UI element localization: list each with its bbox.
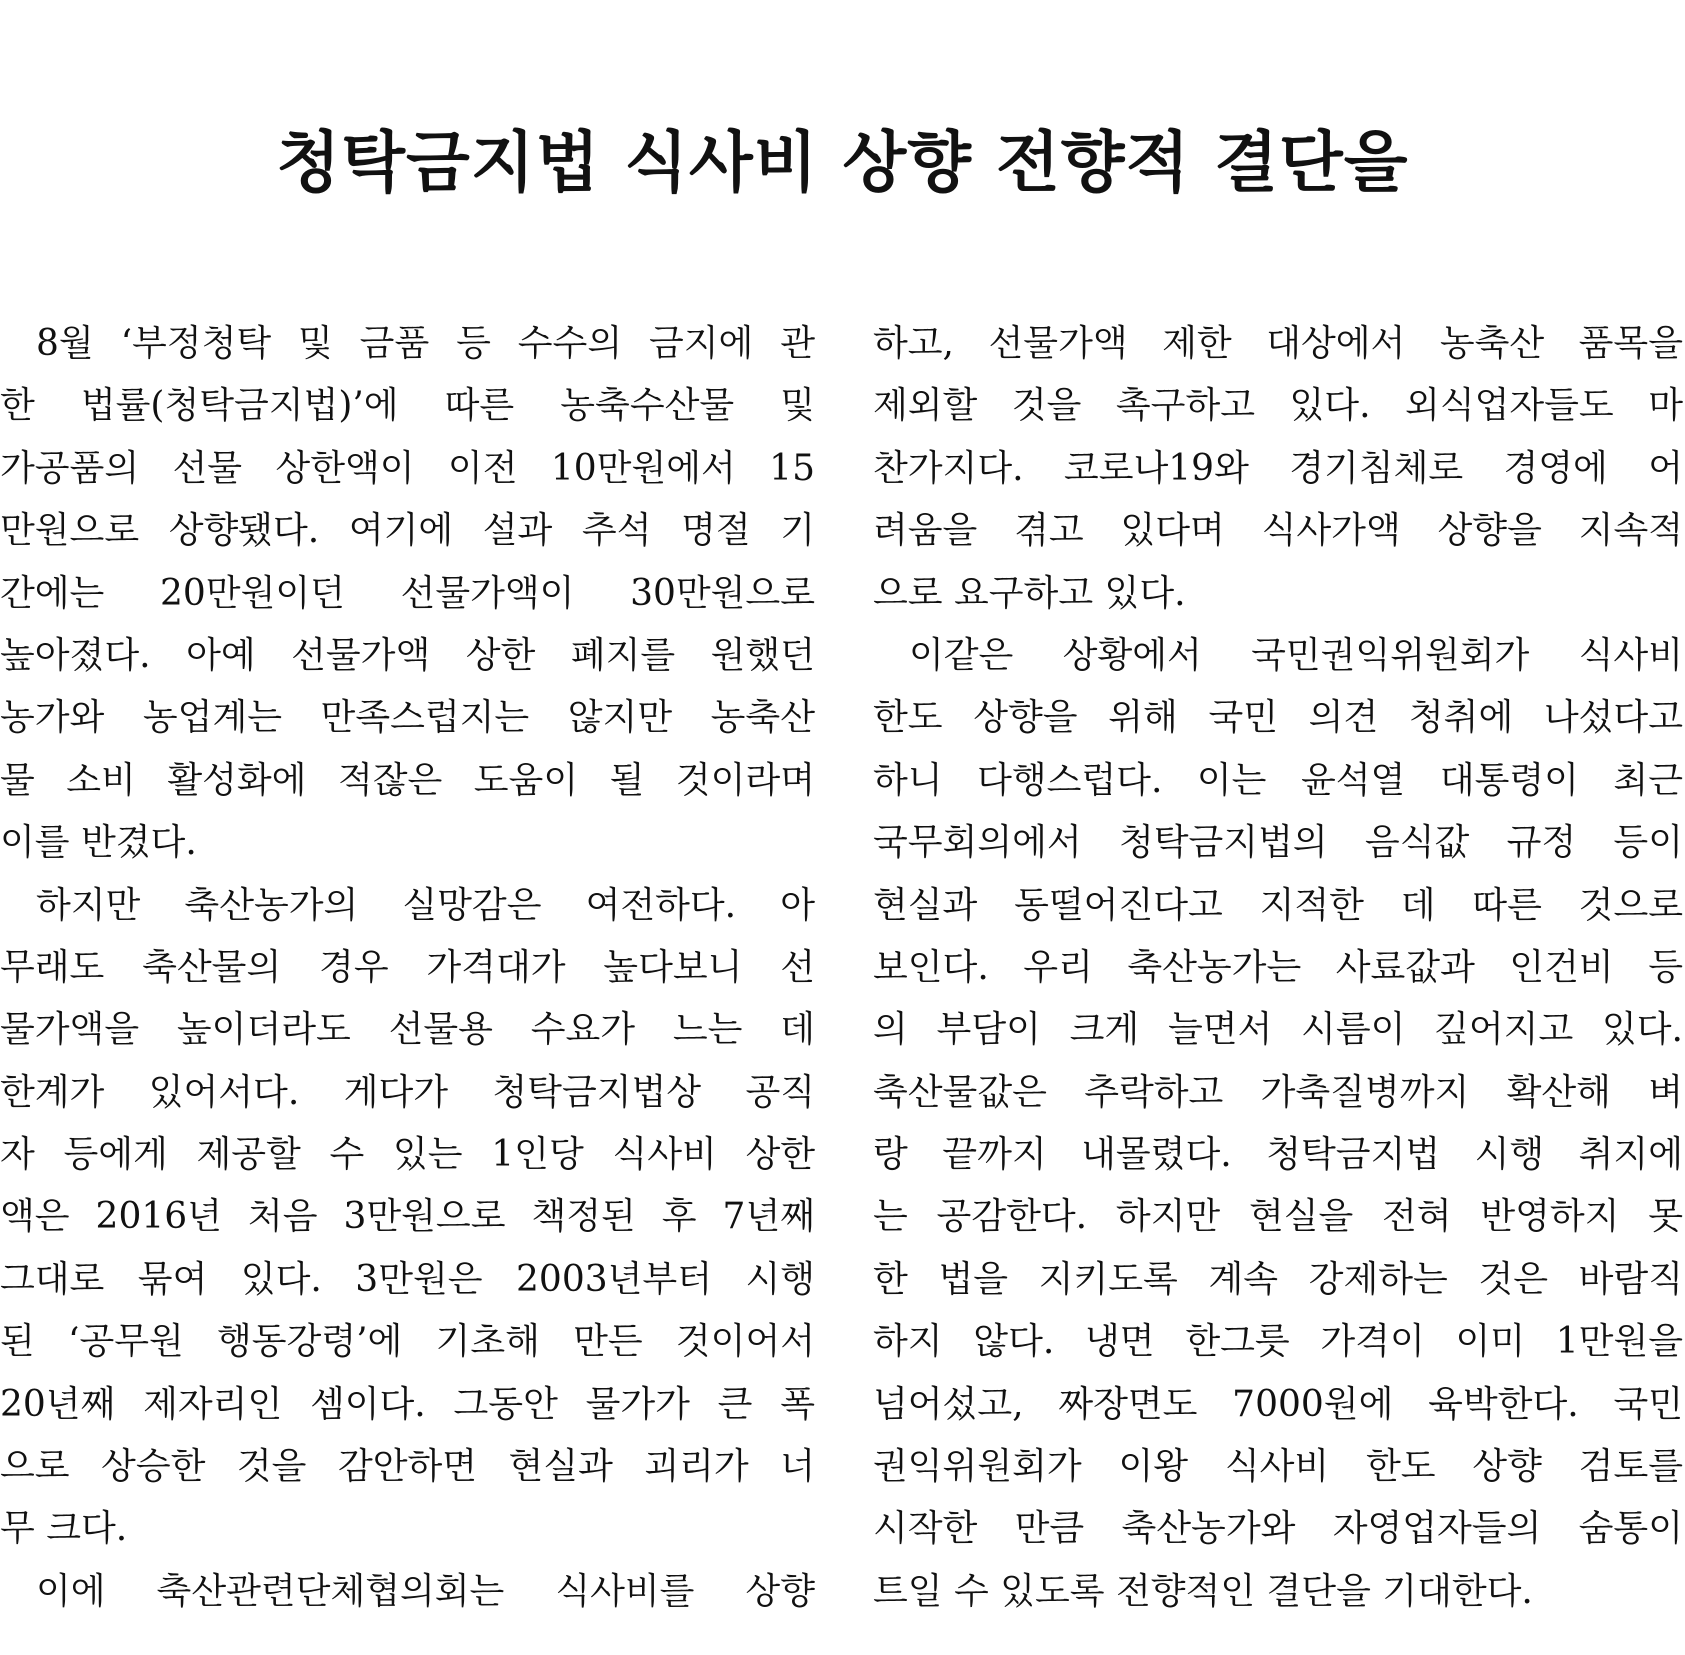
text-line: 된 ‘공무원 행동강령’에 기초해 만든 것이어서 bbox=[0, 1321, 815, 1363]
article-column-left bbox=[0, 313, 815, 1623]
text-line: 무 크다. bbox=[0, 1508, 128, 1550]
text-line: 액은 2016년 처음 3만원으로 책정된 후 7년째 bbox=[0, 1196, 815, 1238]
text-line: 무래도 축산물의 경우 가격대가 높다보니 선 bbox=[0, 946, 815, 988]
text-line: 가공품의 선물 상한액이 이전 10만원에서 15 bbox=[0, 447, 815, 489]
text-line: 물가액을 높이더라도 선물용 수요가 느는 데 bbox=[0, 1009, 815, 1051]
text-line: 의 부담이 크게 늘면서 시름이 깊어지고 있다. bbox=[873, 1009, 1683, 1051]
text-line: 국무회의에서 청탁금지법의 음식값 규정 등이 bbox=[873, 822, 1683, 864]
text-line: 넘어섰고, 짜장면도 7000원에 육박한다. 국민 bbox=[873, 1383, 1683, 1425]
text-line: 보인다. 우리 축산농가는 사료값과 인건비 등 bbox=[873, 946, 1683, 988]
text-line: 하지 않다. 냉면 한그릇 가격이 이미 1만원을 bbox=[873, 1321, 1683, 1363]
text-line: 높아졌다. 아예 선물가액 상한 폐지를 원했던 bbox=[0, 634, 815, 676]
text-line: 간에는 20만원이던 선물가액이 30만원으로 bbox=[0, 572, 815, 614]
text-line: 축산물값은 추락하고 가축질병까지 확산해 벼 bbox=[873, 1071, 1683, 1113]
text-line: 이같은 상황에서 국민권익위원회가 식사비 bbox=[909, 634, 1683, 676]
text-line: 찬가지다. 코로나19와 경기침체로 경영에 어 bbox=[873, 447, 1683, 489]
text-line: 랑 끝까지 내몰렸다. 청탁금지법 시행 취지에 bbox=[873, 1134, 1683, 1176]
text-line: 하지만 축산농가의 실망감은 여전하다. 아 bbox=[36, 884, 815, 926]
text-line: 만원으로 상향됐다. 여기에 설과 추석 명절 기 bbox=[0, 510, 815, 552]
text-line: 트일 수 있도록 전향적인 결단을 기대한다. bbox=[873, 1570, 1533, 1612]
text-line: 물 소비 활성화에 적잖은 도움이 될 것이라며 bbox=[0, 759, 815, 801]
text-line: 현실과 동떨어진다고 지적한 데 따른 것으로 bbox=[873, 884, 1683, 926]
text-line: 농가와 농업계는 만족스럽지는 않지만 농축산 bbox=[0, 697, 815, 739]
text-line: 한 법률(청탁금지법)’에 따른 농축수산물 및 bbox=[0, 385, 815, 427]
text-line: 자 등에게 제공할 수 있는 1인당 식사비 상한 bbox=[0, 1134, 815, 1176]
text-line: 제외할 것을 촉구하고 있다. 외식업자들도 마 bbox=[873, 385, 1683, 427]
text-line: 하고, 선물가액 제한 대상에서 농축산 품목을 bbox=[873, 323, 1683, 364]
text-line: 시작한 만큼 축산농가와 자영업자들의 숨통이 bbox=[873, 1508, 1683, 1550]
text-line: 한 법을 지키도록 계속 강제하는 것은 바람직 bbox=[873, 1258, 1683, 1300]
text-line: 8월 ‘부정청탁 및 금품 등 수수의 금지에 관 bbox=[36, 323, 815, 364]
text-line: 권익위원회가 이왕 식사비 한도 상향 검토를 bbox=[873, 1446, 1683, 1488]
text-line: 으로 상승한 것을 감안하면 현실과 괴리가 너 bbox=[0, 1446, 815, 1488]
text-line: 으로 요구하고 있다. bbox=[873, 572, 1186, 614]
article-headline: 청탁금지법 식사비 상향 전향적 결단을 bbox=[276, 124, 1409, 201]
text-line: 하니 다행스럽다. 이는 윤석열 대통령이 최근 bbox=[873, 759, 1683, 801]
text-line: 한도 상향을 위해 국민 의견 청취에 나섰다고 bbox=[873, 697, 1683, 739]
text-line: 이에 축산관련단체협의회는 식사비를 상향 bbox=[36, 1570, 815, 1612]
text-line: 20년째 제자리인 셈이다. 그동안 물가가 큰 폭 bbox=[0, 1383, 815, 1425]
article-column-right bbox=[873, 313, 1683, 1623]
text-line: 는 공감한다. 하지만 현실을 전혀 반영하지 못 bbox=[873, 1196, 1683, 1238]
text-line: 이를 반겼다. bbox=[0, 822, 197, 864]
text-line: 그대로 묶여 있다. 3만원은 2003년부터 시행 bbox=[0, 1258, 815, 1300]
text-line: 한계가 있어서다. 게다가 청탁금지법상 공직 bbox=[0, 1071, 815, 1113]
text-line: 려움을 겪고 있다며 식사가액 상향을 지속적 bbox=[873, 510, 1683, 552]
